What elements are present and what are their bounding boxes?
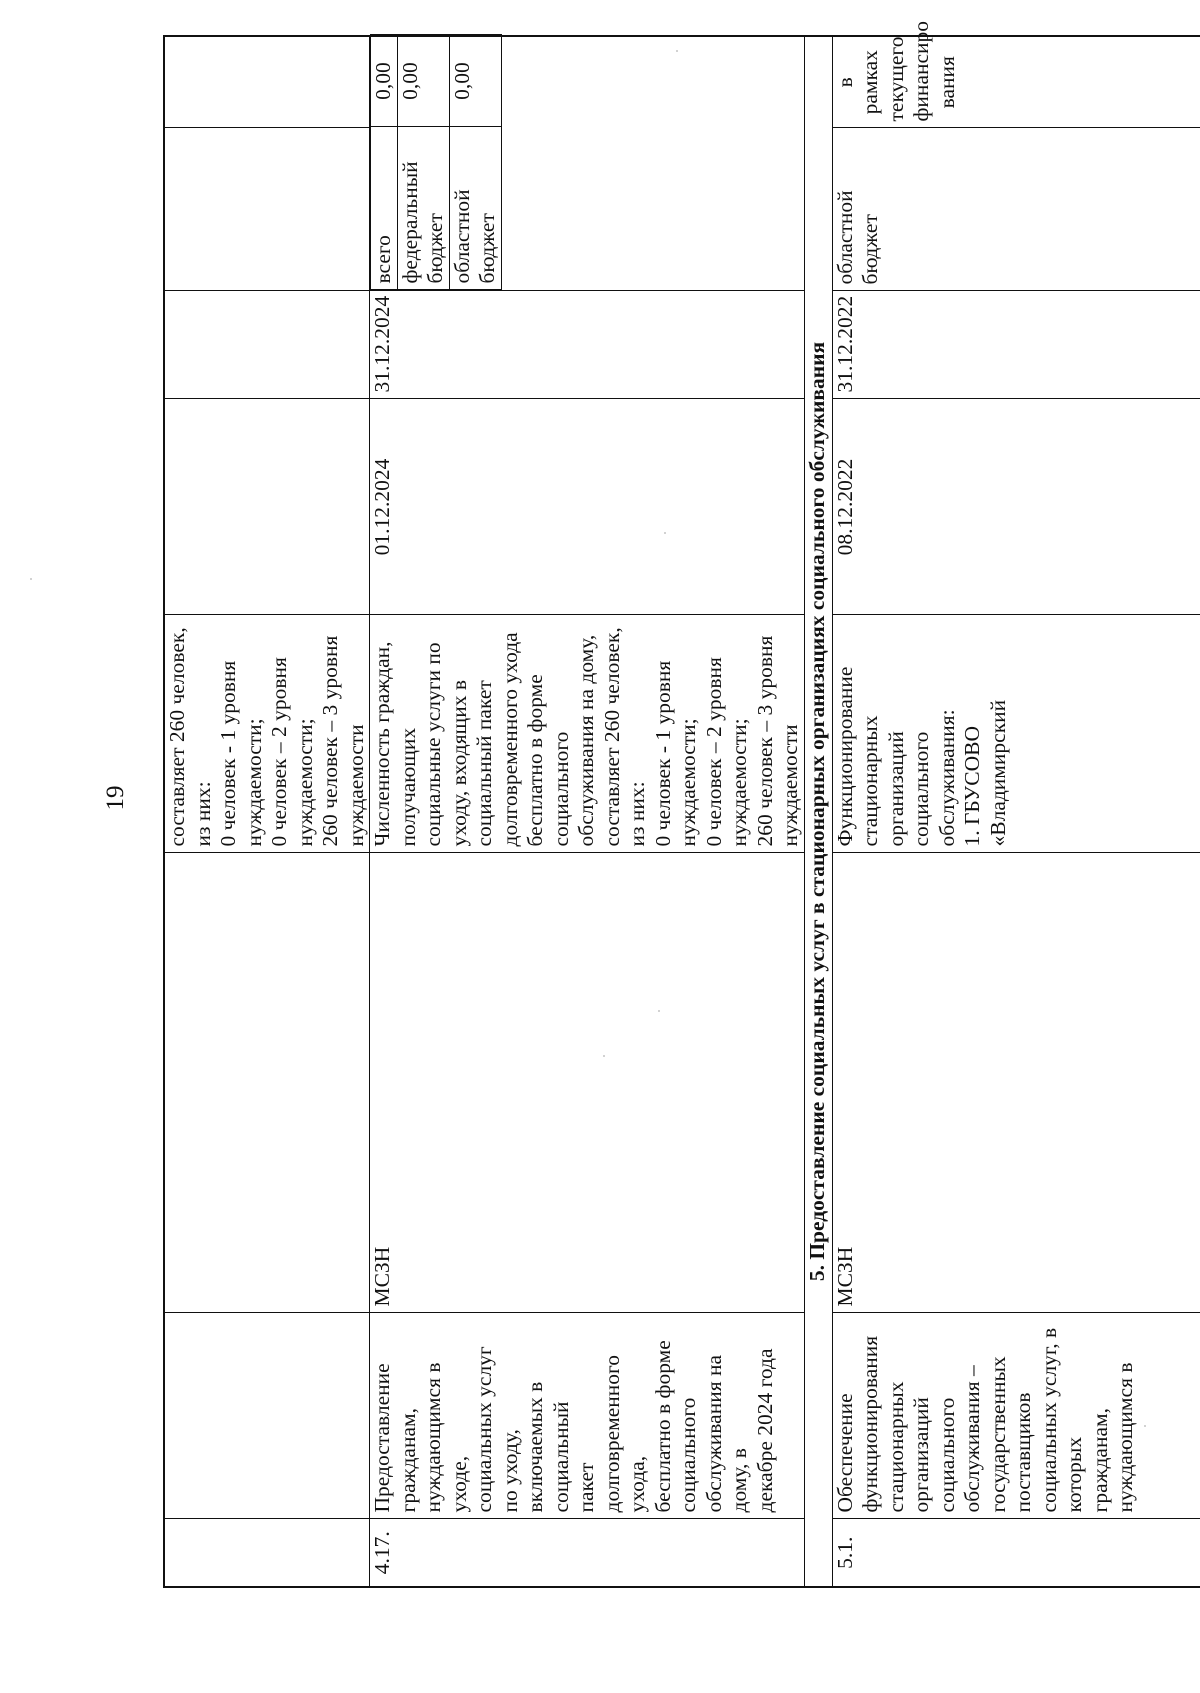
continuation-row [164, 36, 370, 1587]
row-5-1-start-date: 08.12.2022 [832, 399, 1200, 615]
continuation-start-cell [164, 399, 370, 615]
scan-speck [676, 50, 678, 52]
row-5-1-number: 5.1. [832, 1519, 1200, 1587]
scan-speck [30, 578, 32, 580]
funding-source: областной бюджет [449, 127, 501, 290]
funding-subtable [370, 35, 502, 291]
row-5-1-executor: МСЗН [832, 853, 1200, 1313]
funding-amount: 0,00 [397, 35, 449, 127]
row-5-1-indicator: Функционирование стационарных организаций социального обслуживания: 1. ГБУСОВО «Владимирский [832, 615, 1200, 853]
row-4-17-start-date: 01.12.2024 [370, 399, 805, 615]
funding-amount: 0,00 [371, 35, 398, 127]
page-number: 19 [102, 785, 129, 811]
row-5-1 [832, 36, 1200, 1587]
row-4-17-number: 4.17. [370, 1519, 805, 1587]
funding-row [449, 35, 501, 290]
funding-amount: 0,00 [449, 35, 501, 127]
rotated-page-content [163, 20, 1200, 1588]
continuation-end-cell [164, 291, 370, 399]
funding-source: всего [371, 127, 398, 290]
row-4-17-executor: МСЗН [370, 853, 805, 1313]
scan-speck [664, 532, 666, 534]
section-5-title: 5. Предоставление социальных услуг в стационарных организациях социального обслуживания [804, 36, 832, 1587]
row-4-17-end-date: 31.12.2024 [370, 291, 805, 399]
scan-speck [603, 1055, 605, 1057]
row-5-1-funding-source: областной бюджет [832, 128, 1200, 291]
continuation-name-cell [164, 1313, 370, 1519]
funding-source: федеральный бюджет [397, 127, 449, 290]
continuation-number-cell [164, 1519, 370, 1587]
row-4-17-indicator: Численность граждан, получающих социальные услуги по уходу, входящих в социальный пакет долговременного ухода бесплатно в форме социального обслуживания на дому, составляет 260 человек, из них: 0 человек - 1 уровня нуждаемости; 0 человек – 2 уровня нуждаемости; 260 человек – 3 уровня нуждаемости [370, 615, 805, 853]
continuation-indicator-cell: составляет 260 человек, из них: 0 человек - 1 уровня нуждаемости; 0 человек – 2 уровня нуждаемости; 260 человек – 3 уровня нуждаемости [164, 615, 370, 853]
row-5-1-end-date: 31.12.2022 [832, 291, 1200, 399]
scan-speck [658, 1010, 660, 1012]
continuation-executor-cell [164, 853, 370, 1313]
funding-row [371, 35, 398, 290]
continuation-amount-cell [164, 36, 370, 128]
row-5-1-funding-amount: в рамках текущего финансиро вания [832, 36, 1200, 128]
section-5-header-row [804, 36, 832, 1587]
row-4-17-name: Предоставление гражданам, нуждающимся в уходе, социальных услуг по уходу, включаемых в социальный пакет долговременного ухода, бесплатно в форме социального обслуживания на дому, в декабре 2024 года [370, 1313, 805, 1519]
scan-speck [1144, 1425, 1146, 1427]
continuation-source-cell [164, 128, 370, 291]
row-4-17-funding [370, 36, 805, 291]
plan-table [163, 20, 1200, 1588]
row-4-17 [370, 36, 805, 1587]
row-5-1-name: Обеспечение функционирования стационарных организаций социального обслуживания – государственных поставщиков социальных услуг, в которых гражданам, нуждающимся в [832, 1313, 1200, 1519]
funding-row [397, 35, 449, 290]
